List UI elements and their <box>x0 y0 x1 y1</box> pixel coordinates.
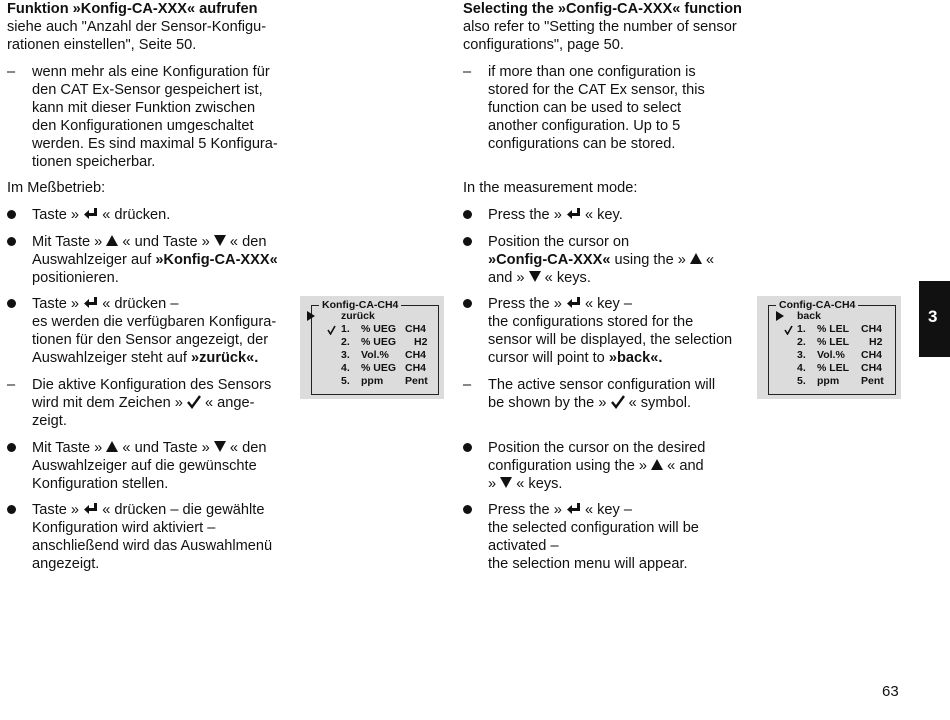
panel-row-gas: Pent <box>861 375 884 387</box>
step-text: Position the cursor on the desired <box>488 440 706 456</box>
note-line: « symbol. <box>628 395 692 411</box>
bullet-dot <box>7 505 16 514</box>
step-text: Press the » <box>488 207 562 223</box>
enter-key-icon <box>83 296 98 310</box>
step-3-en <box>463 295 732 367</box>
step-text: « key. <box>584 207 623 223</box>
chapter-tab <box>919 281 950 357</box>
step-text: « drücken – die gewählte <box>102 502 265 518</box>
panel-row: 5. <box>341 375 350 387</box>
down-triangle-icon <box>214 235 226 246</box>
checkmark-icon <box>611 395 625 409</box>
step-5-de <box>7 501 272 573</box>
panel-row-unit: ppm <box>361 375 384 387</box>
note-line: another configuration. Up to 5 <box>488 118 681 134</box>
panel-row-gas: H2 <box>869 336 883 348</box>
step-text: « drücken – <box>102 296 179 312</box>
step-1-en <box>463 206 623 224</box>
panel-row-unit: Vol.% <box>361 349 389 361</box>
step-text: the selection menu will appear. <box>488 556 688 572</box>
step-text: and » <box>488 270 525 286</box>
step-text: « drücken. <box>102 207 171 223</box>
note-line: tionen speicherbar. <box>32 154 156 170</box>
step-text: positionieren. <box>32 270 119 286</box>
display-panel-en <box>757 296 901 399</box>
enter-key-icon <box>83 502 98 516</box>
section-title-en: Selecting the »Config-CA-XXX« function <box>463 1 742 17</box>
step-text: « den <box>229 234 267 250</box>
intro-line-1-de: siehe auch "Anzahl der Sensor-Konfigu- <box>7 19 267 35</box>
step-2-de <box>7 233 278 287</box>
bullet-dot <box>463 237 472 246</box>
bullet-dot <box>7 237 16 246</box>
step-text: Auswahlzeiger steht auf <box>32 350 191 366</box>
step-text: the configurations stored for the <box>488 314 694 330</box>
step-text: « und Taste » <box>122 234 210 250</box>
note-item-2-de <box>7 376 271 430</box>
panel-row: 2. <box>341 336 350 348</box>
bullet-dot <box>7 443 16 452</box>
bullet-dot <box>7 299 16 308</box>
display-panel-de <box>300 296 444 399</box>
step-text: « key – <box>584 502 633 518</box>
panel-row-gas: CH4 <box>861 362 883 374</box>
intro-line-1-en: also refer to "Setting the number of sensor <box>463 19 737 35</box>
step-text: « keys. <box>544 270 591 286</box>
dash-mark: – <box>463 64 472 80</box>
note-line: kann mit dieser Funktion zwischen <box>32 100 256 116</box>
menu-entry-name: »zurück«. <box>191 350 259 366</box>
intro-line-2-en: configurations", page 50. <box>463 37 624 53</box>
note-line: Die aktive Konfiguration des Sensors <box>32 377 272 393</box>
dash-mark: – <box>463 377 472 393</box>
step-text: Taste » <box>32 207 80 223</box>
intro-line-2-de: rationen einstellen", Seite 50. <box>7 37 197 53</box>
enter-key-icon <box>83 207 98 221</box>
up-triangle-icon <box>106 235 118 246</box>
step-3-de <box>7 295 276 367</box>
note-line: stored for the CAT Ex sensor, this <box>488 82 705 98</box>
step-text: anschließend wird das Auswahlmenü <box>32 538 273 554</box>
bullet-dot <box>463 210 472 219</box>
panel-back-entry: back <box>797 310 821 322</box>
step-text: Mit Taste » <box>32 234 103 250</box>
step-5-en <box>463 501 699 573</box>
mode-heading-en: In the measurement mode: <box>463 180 638 196</box>
panel-row: 1. <box>797 323 806 335</box>
step-text: « und Taste » <box>122 440 210 456</box>
cursor-triangle-icon <box>307 311 315 321</box>
panel-row-unit: % UEG <box>361 323 397 335</box>
bullet-dot <box>463 443 472 452</box>
dash-mark: – <box>7 64 16 80</box>
bullet-dot <box>463 505 472 514</box>
function-name: »Config-CA-XXX« <box>488 252 611 268</box>
panel-back-entry: zurück <box>341 310 375 322</box>
step-4-en <box>463 439 705 493</box>
up-triangle-icon <box>651 459 663 470</box>
chapter-number: 3 <box>928 307 938 326</box>
step-text: « <box>706 252 715 268</box>
panel-title: Konfig-CA-CH4 <box>319 299 401 311</box>
page-number: 63 <box>882 683 899 700</box>
note-line: den Konfigurationen umgeschaltet <box>32 118 254 134</box>
step-text: Press the » <box>488 296 562 312</box>
section-title-de: Funktion »Konfig-CA-XXX« aufrufen <box>7 1 258 17</box>
panel-row-unit: % LEL <box>817 362 850 374</box>
step-text: » <box>488 476 497 492</box>
down-triangle-icon <box>214 441 226 452</box>
function-name: »Konfig-CA-XXX« <box>155 252 278 268</box>
up-triangle-icon <box>690 253 702 264</box>
step-text: sensor will be displayed, the selection <box>488 332 733 348</box>
step-text: « and <box>667 458 704 474</box>
panel-row: 3. <box>341 349 350 361</box>
panel-row: 4. <box>341 362 350 374</box>
panel-row-gas: CH4 <box>405 362 427 374</box>
panel-row-gas: CH4 <box>861 323 883 335</box>
step-text: Press the » <box>488 502 562 518</box>
step-4-de <box>7 439 266 493</box>
mode-heading-de: Im Meßbetrieb: <box>7 180 106 196</box>
menu-entry-name: »back«. <box>608 350 663 366</box>
step-text: tionen für den Sensor angezeigt, der <box>32 332 269 348</box>
panel-row-gas: H2 <box>414 336 428 348</box>
note-line: configurations can be stored. <box>488 136 676 152</box>
enter-key-icon <box>566 502 581 516</box>
panel-row-gas: CH4 <box>405 323 427 335</box>
step-text: angezeigt. <box>32 556 100 572</box>
panel-row: 2. <box>797 336 806 348</box>
step-text: the selected configuration will be <box>488 520 699 536</box>
checkmark-icon <box>784 325 793 335</box>
step-text: Taste » <box>32 296 80 312</box>
panel-row-unit: Vol.% <box>817 349 845 361</box>
panel-row-unit: % UEG <box>361 362 397 374</box>
panel-row: 1. <box>341 323 350 335</box>
enter-key-icon <box>566 296 581 310</box>
step-text: Taste » <box>32 502 80 518</box>
checkmark-icon <box>327 325 336 335</box>
step-text: es werden die verfügbaren Konfigura- <box>32 314 277 330</box>
note-line: werden. Es sind maximal 5 Konfigura- <box>32 136 278 152</box>
step-text: « key – <box>584 296 633 312</box>
note-item-de <box>7 63 278 171</box>
panel-row-unit: % LEL <box>817 336 850 348</box>
note-item-en <box>463 63 705 153</box>
note-line: wenn mehr als eine Konfiguration für <box>32 64 270 80</box>
step-2-en <box>463 233 714 287</box>
bullet-dot <box>7 210 16 219</box>
note-line: zeigt. <box>32 413 67 429</box>
note-item-2-en <box>463 376 715 412</box>
panel-row-unit: ppm <box>817 375 840 387</box>
panel-row: 4. <box>797 362 806 374</box>
step-text: cursor will point to <box>488 350 609 366</box>
enter-key-icon <box>566 207 581 221</box>
panel-row-unit: % LEL <box>817 323 850 335</box>
panel-title: Config-CA-CH4 <box>776 299 858 311</box>
step-1-de <box>7 206 170 224</box>
panel-row-gas: Pent <box>405 375 428 387</box>
step-text: « keys. <box>516 476 563 492</box>
bullet-dot <box>463 299 472 308</box>
step-text: Auswahlzeiger auf die gewünschte <box>32 458 257 474</box>
panel-row-gas: CH4 <box>861 349 883 361</box>
panel-row-unit: % UEG <box>361 336 397 348</box>
note-line: be shown by the » <box>488 395 607 411</box>
step-text: « den <box>229 440 267 456</box>
cursor-triangle-icon <box>776 311 784 321</box>
panel-row: 5. <box>797 375 806 387</box>
step-text: activated – <box>488 538 559 554</box>
note-line: function can be used to select <box>488 100 682 116</box>
note-line: wird mit dem Zeichen » <box>32 395 183 411</box>
step-text: Auswahlzeiger auf <box>32 252 156 268</box>
down-triangle-icon <box>500 477 512 488</box>
dash-mark: – <box>7 377 16 393</box>
step-text: using the » <box>610 252 686 268</box>
down-triangle-icon <box>529 271 541 282</box>
up-triangle-icon <box>106 441 118 452</box>
panel-row-gas: CH4 <box>405 349 427 361</box>
note-line: den CAT Ex-Sensor gespeichert ist, <box>32 82 263 98</box>
step-text: configuration using the » <box>488 458 648 474</box>
step-text: Position the cursor on <box>488 234 630 250</box>
step-text: Mit Taste » <box>32 440 103 456</box>
step-text: Konfiguration wird aktiviert – <box>32 520 216 536</box>
note-line: « ange- <box>204 395 255 411</box>
panel-row: 3. <box>797 349 806 361</box>
checkmark-icon <box>187 395 201 409</box>
note-line: The active sensor configuration will <box>488 377 716 393</box>
note-line: if more than one configuration is <box>488 64 696 80</box>
step-text: Konfiguration stellen. <box>32 476 169 492</box>
